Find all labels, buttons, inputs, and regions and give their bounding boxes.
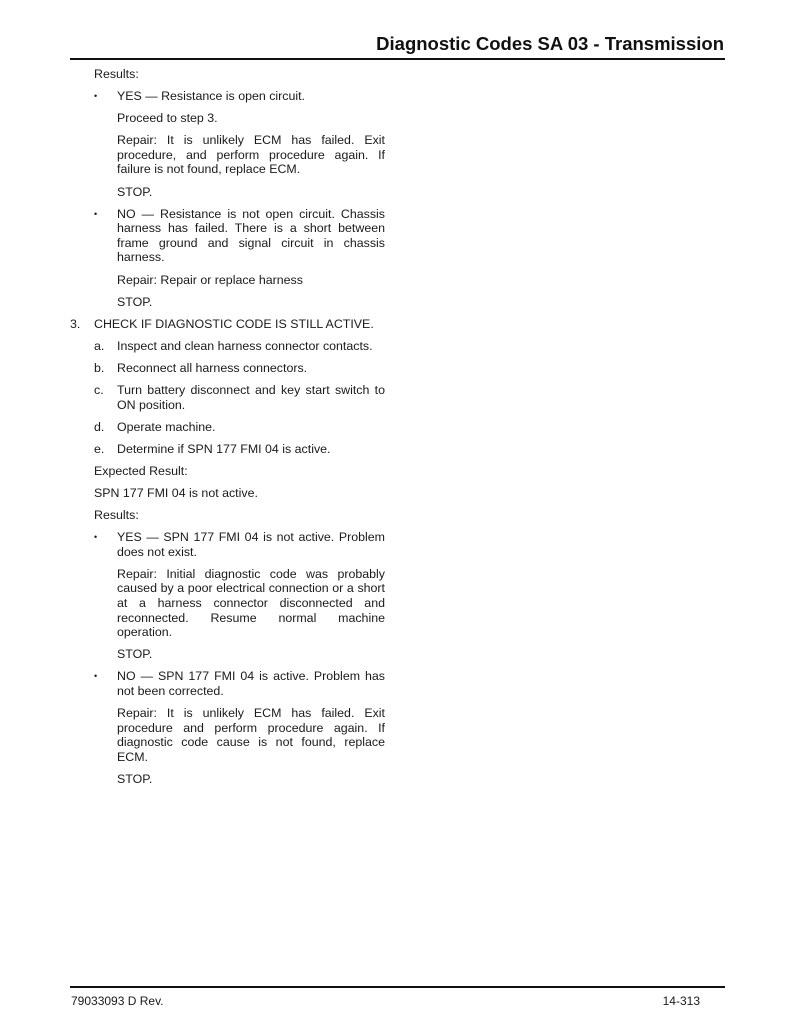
result-no-text: NO — SPN 177 FMI 04 is active. Problem has not been corrected. [117,669,385,698]
bullet-icon: • [94,91,98,102]
step-number: 3. [70,316,81,331]
substep-text: Inspect and clean harness connector contacts. [117,338,373,353]
substep-letter: c. [94,383,104,397]
step-3-heading [70,317,385,332]
stop-text: STOP. [117,647,153,662]
substep-letter: b. [94,360,105,375]
substep-text: Determine if SPN 177 FMI 04 is active. [117,441,331,456]
header-divider [70,58,725,60]
repair-text: Repair: Repair or replace harness [117,272,303,287]
substep-letter: a. [94,338,105,353]
result-yes-text: YES — SPN 177 FMI 04 is not active. Problem does not exist. [117,530,385,559]
bullet-icon: • [94,532,98,543]
stop-text: STOP. [117,771,153,786]
bullet-icon: • [94,208,98,219]
expected-result-label: Expected Result: [94,463,188,478]
page-header-title: Diagnostic Codes SA 03 - Transmission [376,33,724,54]
results-label: Results: [94,67,139,81]
stop-text: STOP. [117,294,153,309]
bullet-icon: • [94,671,98,682]
repair-text: Repair: It is unlikely ECM has failed. Exit procedure, and perform procedure again. If failure is not found, replace ECM. [117,133,385,177]
substep-item [70,420,385,435]
substep-item [70,383,385,412]
step-title: CHECK IF DIAGNOSTIC CODE IS STILL ACTIVE. [94,316,374,331]
results-label: Results: [94,508,139,523]
result-no-item [70,207,385,265]
substep-text: Reconnect all harness connectors. [117,360,308,375]
substep-text: Operate machine. [117,419,216,434]
expected-result-value: SPN 177 FMI 04 is not active. [94,485,258,500]
repair-text: Repair: Initial diagnostic code was probably caused by a poor electrical connection or a short at a harness connector disconnected and reconnected. Resume normal machine operation. [117,566,385,640]
page-number: 14-313 [662,994,700,1008]
substep-letter: e. [94,441,105,456]
substep-item [70,361,385,376]
result-yes-text: YES — Resistance is open circuit. [117,89,306,104]
document-number: 79033093 D Rev. [71,994,164,1008]
result-yes-item [70,89,385,104]
result-yes-item [70,530,385,559]
footer-divider [70,986,725,988]
page-content [70,67,385,794]
proceed-text: Proceed to step 3. [117,111,218,126]
result-no-text: NO — Resistance is not open circuit. Chassis harness has failed. There is a short between frame ground and signal circuit in chassis harness. [117,206,385,265]
result-no-item [70,669,385,698]
stop-text: STOP. [117,184,153,199]
substep-letter: d. [94,419,105,434]
substep-item [70,442,385,457]
repair-text: Repair: It is unlikely ECM has failed. Exit procedure and perform procedure again. If diagnostic code cause is not found, replace ECM. [117,706,385,764]
substep-text: Turn battery disconnect and key start switch to ON position. [117,383,385,412]
substep-item [70,339,385,354]
